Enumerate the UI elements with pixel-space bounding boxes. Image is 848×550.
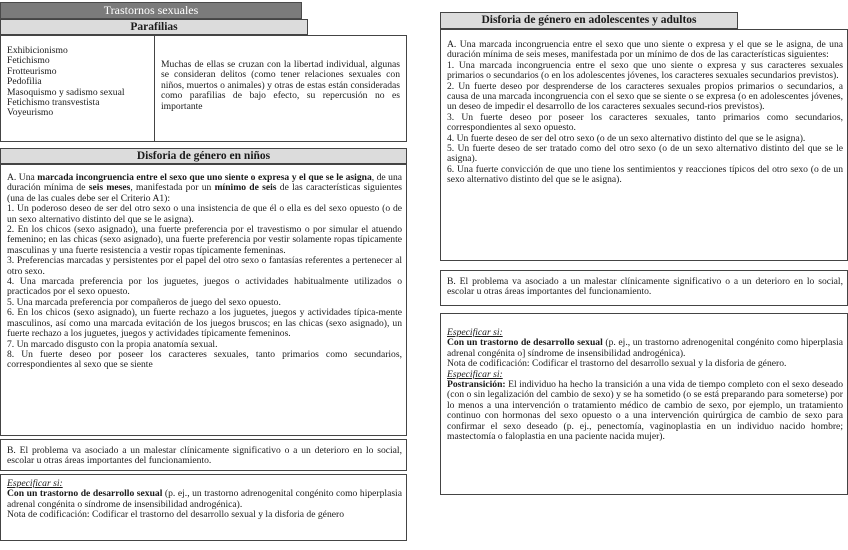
list-item: 6. En los chicos (sexo asignado), un fuerte rechazo a los juguetes, juegos y actividades típica-mente masculinos, así como una marcada evitación de los juegos bruscos; en las chicas (sexo asignado), un fuerte rechazo a los juguetes, juegos y actividades típicamente femeninos. — [7, 307, 402, 340]
list-item: Frotteurismo — [7, 65, 57, 77]
list-item: 1. Una marcada incongruencia entre el sexo que uno siente o expresa y sus caracteres sexuales primarios o secundarios (o en los adolescentes jóvenes, los caracteres sexuales secundarios previstos). — [447, 59, 843, 82]
specifier-label: Especificar si: — [447, 368, 503, 380]
list-item: Pedofilia — [7, 76, 42, 88]
adultos-specifier-box — [440, 313, 848, 495]
adultos-criterion-a-box — [440, 29, 848, 261]
page-title: Trastornos sexuales — [0, 2, 302, 19]
parafilias-box — [0, 35, 407, 142]
parafilias-list — [7, 46, 153, 119]
parafilias-note: Muchas de ellas se cruzan con la libertad individual, algunas se consideran delitos (como tener relaciones sexuales con niños, muertos o animales) y otras de estas están consideradas como parafilias de bajo efecto, su repercusión no es importante — [161, 59, 400, 112]
list-item: 6. Una fuerte convicción de que uno tiene los sentimientos y reacciones típicos del otro sexo (o de un sexo alternativo distinto del que se le asigna). — [447, 163, 843, 186]
list-item: 8. Un fuerte deseo por poseer los caracteres sexuales, tanto primarios como secundarios, correspondientes al sexo que se siente — [7, 348, 402, 371]
adultos-criterion-b-box — [440, 270, 848, 306]
list-item: Fetichismo transvestista — [7, 97, 100, 109]
list-item: Exhibicionismo — [7, 45, 68, 56]
list-item: Voyeurismo — [7, 107, 54, 119]
coding-note: Nota de codificación: Codificar el trastorno del desarrollo sexual y la disforia de género — [7, 509, 344, 521]
ninos-specifier-box — [0, 474, 407, 541]
list-item: 2. En los chicos (sexo asignado), una fuerte preferencia por el travestismo o por simular el atuendo femenino; en las chicas (sexo asignado), una fuerte preferencia por vestir solamente ropas típicamente masculinas y una fuerte resistencia a vestir ropas típicamente femeninas. — [7, 224, 402, 256]
ninos-header: Disforia de género en niños — [0, 148, 407, 164]
column-divider — [154, 36, 155, 141]
ninos-criterion-a: A. Una marcada incongruencia entre el sexo que uno siente o expresa y el que se le asigna, de una duración mínima de seis meses, manifestada por un mínimo de seis de las características siguientes (una de las cuales debe ser el Criterio A1): 1. Un poderoso deseo de ser del otro sexo o una insistencia de que él o ella es del sexo opuesto (o de un sexo alternativo distinto del que se le asigna). 2. En los chicos (sexo asignado), una fuerte preferencia por el travestismo o por simular el atuendo femenino; en las chicas (sexo asignado), una fuerte preferencia por vestir solamente ropas típicamente masculinas y una fuerte resistencia a vestir ropas típicamente femeninas. 3. Preferencias marcadas y persistentes por el papel del otro sexo o fantasías referentes a pertenecer al otro sexo. 4. Una marcada preferencia por los juguetes, juegos o actividades habitualmente utilizados o practicados por el sexo opuesto. 5. Una marcada preferencia por compañeros de juego del sexo opuesto. 6. En los chicos (sexo asignado), un fuerte rechazo a los juguetes, juegos y actividades típica-mente masculinos, así como una marcada evitación de los juegos bruscos; en las chicas (sexo asignado), un fuerte rechazo a los juguetes, juegos y actividades típicamente femeninos. 7. Un marcado disgusto con la propia anatomía sexual. 8. Un fuerte deseo por poseer los caracteres sexuales, tanto primarios como secundarios, correspondientes al sexo que se siente — [7, 172, 403, 371]
list-item: 5. Una marcada preferencia por compañeros de juego del sexo opuesto. — [7, 296, 281, 308]
ninos-specifier: Especificar si: Con un trastorno de desarrollo sexual (p. ej., un trastorno adrenogenital congénito como hiperplasia adrenal congénita o síndrome de insensibilidad androgénica). Nota de codificación: Codificar el trastorno del desarrollo sexual y la disforia de género — [7, 478, 402, 521]
list-item: 5. Un fuerte deseo de ser tratado como del otro sexo (o de un sexo alternativo distinto del que se le asigna). — [447, 143, 843, 165]
list-item: 3. Preferencias marcadas y persistentes por el papel del otro sexo o fantasías referentes a pertenecer al otro sexo. — [7, 255, 402, 277]
list-item: 2. Un fuerte deseo por desprenderse de los caracteres sexuales propios primarios o secundarios, a causa de una marcada incongruencia con el sexo que se siente o se expresa (o en adolescentes jóvenes, un deseo de impedir el desarrollo de los caracteres sexuales secund-rios previstos). — [447, 80, 843, 113]
ninos-criterion-b: B. El problema va asociado a un malestar clínicamente significativo o a un deterioro en lo social, escolar u otras áreas importantes del funcionamiento. — [7, 445, 402, 467]
coding-note: Nota de codificación: Codificar el trastorno del desarrollo sexual y la disforia de género. — [447, 358, 787, 370]
adultos-specifier: Especificar si: Con un trastorno de desarrollo sexual (p. ej., un trastorno adrenogenital congénito como hiperplasia adrenal congénita o] síndrome de insensibilidad androgénica). Nota de codificación: Codificar el trastorno del desarrollo sexual y la disforia de género. Especificar si: Postransición: El individuo ha hecho la transición a una vida de tiempo completo con el sexo deseado (con o sin legalización del cambio de sexo) y se ha sometido (o se está preparando para someterse) por lo menos a una intervención o tratamiento médico de cambio de sexo, por ejemplo, un tratamiento continuo con hormonas del sexo opuesto o a una intervención quirúrgica de cambio de sexo para confirmar el sexo deseado (p. ej., penectomía, vaginoplastia en un individuo nacido hombre; mastectomía o faloplastia en una paciente nacida mujer). — [447, 327, 843, 443]
list-item: 3. Un fuerte deseo por poseer los caracteres sexuales, tanto primarios como secundarios, correspondientes al sexo opuesto. — [447, 111, 843, 134]
specifier-label: Especificar si: — [447, 327, 503, 338]
adultos-header: Disforia de género en adolescentes y adultos — [440, 12, 738, 29]
list-item: Masoquismo y sadismo sexual — [7, 86, 125, 98]
list-item: 1. Un poderoso deseo de ser del otro sexo o una insistencia de que él o ella es del sexo opuesto (o de un sexo alternativo distinto del que se le asigna). — [7, 203, 402, 225]
list-item: 7. Un marcado disgusto con la propia anatomía sexual. — [7, 338, 218, 350]
adultos-criterion-a: A. Una marcada incongruencia entre el sexo que uno siente o expresa y el que se le asigna, de una duración mínima de seis meses, manifestada por un mínimo de dos de las características siguientes: 1. Una marcada incongruencia entre el sexo que uno siente o expresa y sus caracteres sexuales primarios o secundarios (o en los adolescentes jóvenes, los caracteres sexuales secundarios previstos). 2. Un fuerte deseo por desprenderse de los caracteres sexuales propios primarios o secundarios, a causa de una marcada incongruencia con el sexo que se siente o se expresa (o en adolescentes jóvenes, un deseo de impedir el desarrollo de los caracteres sexuales secund-rios previstos). 3. Un fuerte deseo por poseer los caracteres sexuales, tanto primarios como secundarios, correspondientes al sexo opuesto. 4. Un fuerte deseo de ser del otro sexo (o de un sexo alternativo distinto del que se le asigna). 5. Un fuerte deseo de ser tratado como del otro sexo (o de un sexo alternativo distinto del que se le asigna). 6. Una fuerte convicción de que uno tiene los sentimientos y reacciones típicos del otro sexo (o de un sexo alternativo distinto del que se le asigna). — [447, 39, 843, 186]
list-item: 4. Un fuerte deseo de ser del otro sexo (o de un sexo alternativo distinto del que se le asigna). — [447, 132, 806, 144]
parafilias-header: Parafilias — [0, 19, 308, 35]
adultos-criterion-b: B. El problema va asociado a un malestar clínicamente significativo o a un deterioro en lo social, escolar u otras áreas importantes del funcionamiento. — [447, 276, 843, 298]
ninos-criterion-a-box — [0, 164, 407, 436]
ninos-criterion-b-box — [0, 439, 407, 471]
specifier-label: Especificar si: — [7, 478, 63, 489]
list-item: Fetichismo — [7, 55, 50, 67]
list-item: 4. Una marcada preferencia por los juguetes, juegos o actividades habitualmente utilizados o practicados por el sexo opuesto. — [7, 276, 402, 298]
